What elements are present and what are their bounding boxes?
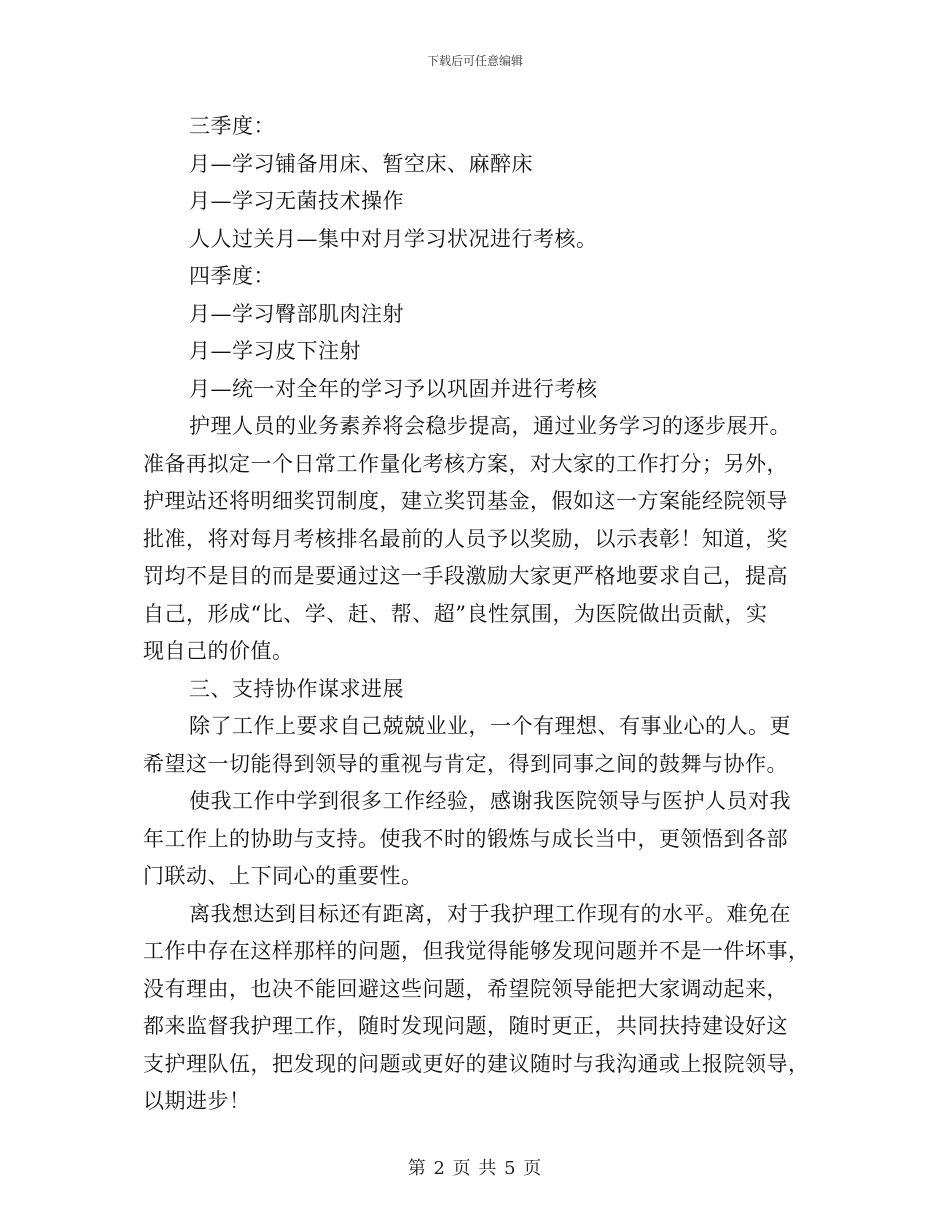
text-line: 护理人员的业务素养将会稳步提高，通过业务学习的逐步展开。 bbox=[189, 414, 791, 438]
text-line: 没有理由，也决不能回避这些问题，希望院领导能把大家调动起来， bbox=[143, 976, 788, 1001]
text-line: 支护理队伍，把发现的问题或更好的建议随时与我沟通或上报院领导， bbox=[143, 1051, 810, 1076]
page-header: 下载后可任意编辑 bbox=[426, 54, 523, 68]
text-line: 除了工作上要求自己兢兢业业，一个有理想、有事业心的人。更 bbox=[189, 714, 791, 738]
text-line: 月—学习无菌技术操作 bbox=[189, 189, 404, 213]
text-line: 离我想达到目标还有距离，对于我护理工作现有的水平。难免在 bbox=[189, 901, 791, 926]
text-line: 自己，形成“比、学、赶、帮、超”良性氛围，为医院做出贡献，实 bbox=[143, 601, 768, 626]
text-line: 四季度： bbox=[189, 264, 275, 288]
text-line: 护理站还将明细奖罚制度，建立奖罚基金，假如这一方案能经院领导 bbox=[143, 489, 788, 513]
text-line: 人人过关月—集中对月学习状况进行考核。 bbox=[189, 226, 598, 251]
text-line: 月—学习臀部肌肉注射 bbox=[189, 301, 404, 326]
text-line: 都来监督我护理工作，随时发现问题，随时更正，共同扶持建设好这 bbox=[143, 1014, 788, 1038]
text-line: 希望这一切能得到领导的重视与肯定，得到同事之间的鼓舞与协作。 bbox=[143, 751, 788, 776]
text-line: 月—学习铺备用床、暂空床、麻醉床 bbox=[189, 151, 533, 176]
text-line: 批准，将对每月考核排名最前的人员予以奖励，以示表彰！知道，奖 bbox=[143, 526, 788, 551]
text-line: 准备再拟定一个日常工作量化考核方案，对大家的工作打分；另外， bbox=[143, 451, 788, 476]
text-line: 月—统一对全年的学习予以巩固并进行考核 bbox=[189, 376, 598, 401]
text-line: 以期进步！ bbox=[143, 1089, 251, 1113]
document-body bbox=[143, 108, 810, 1121]
text-line: 门联动、上下同心的重要性。 bbox=[143, 864, 423, 888]
text-line: 罚均不是目的而是要通过这一手段激励大家更严格地要求自己，提高 bbox=[143, 564, 788, 588]
text-line: 现自己的价值。 bbox=[143, 639, 294, 663]
text-line: 月—学习皮下注射 bbox=[189, 339, 361, 363]
text-line: 使我工作中学到很多工作经验，感谢我医院领导与医护人员对我 bbox=[189, 789, 791, 813]
text-line: 三、支持协作谋求进展 bbox=[189, 676, 404, 701]
text-line: 年工作上的协助与支持。使我不时的锻炼与成长当中，更领悟到各部 bbox=[143, 826, 788, 851]
text-line: 工作中存在这样那样的问题，但我觉得能够发现问题并不是一件坏事， bbox=[143, 939, 810, 963]
page-number: 第 2 页 共 5 页 bbox=[407, 1158, 543, 1179]
text-line: 三季度： bbox=[189, 114, 275, 138]
